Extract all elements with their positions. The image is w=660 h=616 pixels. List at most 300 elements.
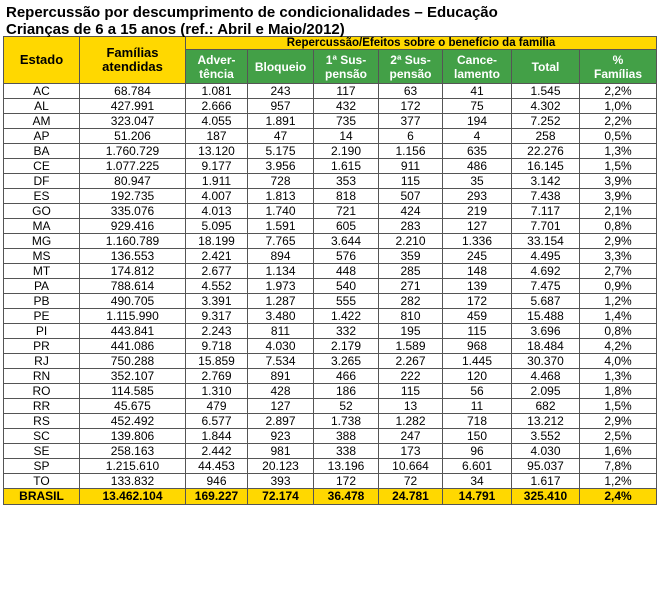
value-cell: 3,9% (580, 174, 657, 189)
value-cell: 1.760.729 (80, 144, 186, 159)
header-estado: Estado (4, 37, 80, 84)
value-cell: 2,2% (580, 114, 657, 129)
value-cell: 486 (443, 159, 512, 174)
value-cell: 4.495 (512, 249, 580, 264)
value-cell: 117 (314, 84, 379, 99)
value-cell: 2.267 (379, 354, 443, 369)
value-cell: 127 (443, 219, 512, 234)
state-cell: RO (4, 384, 80, 399)
value-cell: 393 (248, 474, 314, 489)
table-row (4, 189, 657, 204)
value-cell: 1.115.990 (80, 309, 186, 324)
value-cell: 682 (512, 399, 580, 414)
value-cell: 45.675 (80, 399, 186, 414)
state-cell: CE (4, 159, 80, 174)
state-cell: PB (4, 294, 80, 309)
value-cell: 1.077.225 (80, 159, 186, 174)
table-row (4, 144, 657, 159)
value-cell: 2.666 (186, 99, 248, 114)
value-cell: 335.076 (80, 204, 186, 219)
value-cell: 576 (314, 249, 379, 264)
value-cell: 7.438 (512, 189, 580, 204)
header-bloqueio: Bloqueio (248, 50, 314, 84)
value-cell: 448 (314, 264, 379, 279)
value-cell: 1.615 (314, 159, 379, 174)
state-cell: PI (4, 324, 80, 339)
value-cell: 891 (248, 369, 314, 384)
header-pct (580, 50, 657, 84)
value-cell: 490.705 (80, 294, 186, 309)
value-cell: 186 (314, 384, 379, 399)
value-cell: 718 (443, 414, 512, 429)
header-susp2-line1: 2ª Sus- (390, 52, 431, 67)
value-cell: 247 (379, 429, 443, 444)
value-cell: 219 (443, 204, 512, 219)
state-cell: MA (4, 219, 80, 234)
value-cell: 957 (248, 99, 314, 114)
value-cell: 1,6% (580, 444, 657, 459)
value-cell: 1.287 (248, 294, 314, 309)
state-cell: MT (4, 264, 80, 279)
value-cell: 2.442 (186, 444, 248, 459)
value-cell: 4.468 (512, 369, 580, 384)
table-row (4, 219, 657, 234)
value-cell: 4 (443, 129, 512, 144)
value-cell: 7.534 (248, 354, 314, 369)
value-cell: 4.030 (512, 444, 580, 459)
state-cell: DF (4, 174, 80, 189)
value-cell: 1.445 (443, 354, 512, 369)
data-table (3, 36, 657, 505)
header-familias-line1: Famílias (106, 45, 159, 60)
header-advertencia-line1: Adver- (197, 52, 236, 67)
value-cell: 2.095 (512, 384, 580, 399)
value-cell: 243 (248, 84, 314, 99)
value-cell: 13.196 (314, 459, 379, 474)
value-cell: 911 (379, 159, 443, 174)
header-susp2 (379, 50, 443, 84)
total-cell: BRASIL (4, 489, 80, 505)
value-cell: 115 (443, 324, 512, 339)
value-cell: 75 (443, 99, 512, 114)
value-cell: 0,5% (580, 129, 657, 144)
table-row (4, 234, 657, 249)
total-cell: 169.227 (186, 489, 248, 505)
state-cell: RS (4, 414, 80, 429)
value-cell: 4.013 (186, 204, 248, 219)
value-cell: 33.154 (512, 234, 580, 249)
header-susp1-line1: 1ª Sus- (325, 52, 367, 67)
value-cell: 507 (379, 189, 443, 204)
table-row (4, 399, 657, 414)
value-cell: 3.644 (314, 234, 379, 249)
table-row (4, 99, 657, 114)
value-cell: 7.252 (512, 114, 580, 129)
value-cell: 2,9% (580, 414, 657, 429)
value-cell: 332 (314, 324, 379, 339)
value-cell: 750.288 (80, 354, 186, 369)
value-cell: 359 (379, 249, 443, 264)
value-cell: 127 (248, 399, 314, 414)
value-cell: 4.055 (186, 114, 248, 129)
table-row (4, 174, 657, 189)
value-cell: 14 (314, 129, 379, 144)
value-cell: 3.956 (248, 159, 314, 174)
value-cell: 7.475 (512, 279, 580, 294)
value-cell: 4,0% (580, 354, 657, 369)
value-cell: 4.302 (512, 99, 580, 114)
value-cell: 35 (443, 174, 512, 189)
value-cell: 1.545 (512, 84, 580, 99)
value-cell: 1.973 (248, 279, 314, 294)
table-row (4, 474, 657, 489)
value-cell: 1,3% (580, 369, 657, 384)
value-cell: 293 (443, 189, 512, 204)
value-cell: 1.310 (186, 384, 248, 399)
value-cell: 338 (314, 444, 379, 459)
value-cell: 1.422 (314, 309, 379, 324)
table-row (4, 414, 657, 429)
value-cell: 7.117 (512, 204, 580, 219)
value-cell: 1.282 (379, 414, 443, 429)
value-cell: 258 (512, 129, 580, 144)
value-cell: 5.095 (186, 219, 248, 234)
value-cell: 1.215.610 (80, 459, 186, 474)
table-row (4, 294, 657, 309)
value-cell: 34 (443, 474, 512, 489)
value-cell: 5.687 (512, 294, 580, 309)
table-row (4, 429, 657, 444)
total-cell: 13.462.104 (80, 489, 186, 505)
table-row (4, 444, 657, 459)
value-cell: 479 (186, 399, 248, 414)
state-cell: MG (4, 234, 80, 249)
value-cell: 72 (379, 474, 443, 489)
value-cell: 441.086 (80, 339, 186, 354)
table-row (4, 459, 657, 474)
value-cell: 540 (314, 279, 379, 294)
value-cell: 4,2% (580, 339, 657, 354)
table-row (4, 279, 657, 294)
value-cell: 1.160.789 (80, 234, 186, 249)
header-familias-line2: atendidas (102, 59, 163, 74)
value-cell: 95.037 (512, 459, 580, 474)
state-cell: ES (4, 189, 80, 204)
header-cancelamento-line2: lamento (453, 66, 500, 81)
table-row (4, 384, 657, 399)
value-cell: 15.488 (512, 309, 580, 324)
header-familias (80, 37, 186, 84)
value-cell: 1.813 (248, 189, 314, 204)
state-cell: PE (4, 309, 80, 324)
value-cell: 2.243 (186, 324, 248, 339)
value-cell: 9.317 (186, 309, 248, 324)
value-cell: 10.664 (379, 459, 443, 474)
table-row (4, 354, 657, 369)
value-cell: 818 (314, 189, 379, 204)
value-cell: 47 (248, 129, 314, 144)
value-cell: 428 (248, 384, 314, 399)
value-cell: 52 (314, 399, 379, 414)
value-cell: 810 (379, 309, 443, 324)
value-cell: 981 (248, 444, 314, 459)
table-row (4, 84, 657, 99)
value-cell: 466 (314, 369, 379, 384)
value-cell: 0,8% (580, 219, 657, 234)
value-cell: 245 (443, 249, 512, 264)
value-cell: 353 (314, 174, 379, 189)
value-cell: 1.740 (248, 204, 314, 219)
value-cell: 150 (443, 429, 512, 444)
value-cell: 187 (186, 129, 248, 144)
value-cell: 258.163 (80, 444, 186, 459)
value-cell: 2.210 (379, 234, 443, 249)
value-cell: 605 (314, 219, 379, 234)
header-susp2-line2: pensão (389, 66, 432, 81)
value-cell: 148 (443, 264, 512, 279)
value-cell: 923 (248, 429, 314, 444)
table-row (4, 264, 657, 279)
state-cell: AP (4, 129, 80, 144)
value-cell: 443.841 (80, 324, 186, 339)
title-line-2: Crianças de 6 a 15 anos (ref.: Abril e Maio/2012) (6, 21, 345, 38)
value-cell: 0,8% (580, 324, 657, 339)
state-cell: SE (4, 444, 80, 459)
value-cell: 115 (379, 384, 443, 399)
value-cell: 4.692 (512, 264, 580, 279)
value-cell: 9.177 (186, 159, 248, 174)
table-row (4, 369, 657, 384)
state-cell: PR (4, 339, 80, 354)
value-cell: 7.765 (248, 234, 314, 249)
table-row (4, 324, 657, 339)
value-cell: 7.701 (512, 219, 580, 234)
value-cell: 173 (379, 444, 443, 459)
value-cell: 2,5% (580, 429, 657, 444)
value-cell: 1,0% (580, 99, 657, 114)
value-cell: 452.492 (80, 414, 186, 429)
value-cell: 44.453 (186, 459, 248, 474)
value-cell: 6.601 (443, 459, 512, 474)
value-cell: 174.812 (80, 264, 186, 279)
value-cell: 2.677 (186, 264, 248, 279)
header-pct-line2: Famílias (594, 66, 643, 81)
value-cell: 13.212 (512, 414, 580, 429)
value-cell: 352.107 (80, 369, 186, 384)
value-cell: 2,9% (580, 234, 657, 249)
value-cell: 16.145 (512, 159, 580, 174)
value-cell: 2.421 (186, 249, 248, 264)
value-cell: 120 (443, 369, 512, 384)
header-advertencia-line2: tência (199, 66, 234, 81)
value-cell: 811 (248, 324, 314, 339)
value-cell: 80.947 (80, 174, 186, 189)
title-block (0, 0, 660, 36)
value-cell: 1.336 (443, 234, 512, 249)
value-cell: 788.614 (80, 279, 186, 294)
value-cell: 7,8% (580, 459, 657, 474)
value-cell: 283 (379, 219, 443, 234)
header-susp1 (314, 50, 379, 84)
value-cell: 115 (379, 174, 443, 189)
total-cell: 72.174 (248, 489, 314, 505)
value-cell: 946 (186, 474, 248, 489)
value-cell: 139 (443, 279, 512, 294)
value-cell: 195 (379, 324, 443, 339)
value-cell: 721 (314, 204, 379, 219)
value-cell: 6.577 (186, 414, 248, 429)
value-cell: 5.175 (248, 144, 314, 159)
table-row (4, 249, 657, 264)
value-cell: 4.030 (248, 339, 314, 354)
value-cell: 136.553 (80, 249, 186, 264)
header-susp1-line2: pensão (324, 66, 367, 81)
total-cell: 325.410 (512, 489, 580, 505)
value-cell: 2.179 (314, 339, 379, 354)
value-cell: 2.897 (248, 414, 314, 429)
state-cell: BA (4, 144, 80, 159)
state-cell: SP (4, 459, 80, 474)
state-cell: AM (4, 114, 80, 129)
table-row (4, 159, 657, 174)
value-cell: 222 (379, 369, 443, 384)
value-cell: 929.416 (80, 219, 186, 234)
value-cell: 894 (248, 249, 314, 264)
value-cell: 15.859 (186, 354, 248, 369)
value-cell: 4.007 (186, 189, 248, 204)
header-pct-line1: % (612, 52, 624, 67)
value-cell: 172 (379, 99, 443, 114)
value-cell: 3.552 (512, 429, 580, 444)
value-cell: 1.134 (248, 264, 314, 279)
value-cell: 271 (379, 279, 443, 294)
state-cell: RJ (4, 354, 80, 369)
value-cell: 51.206 (80, 129, 186, 144)
value-cell: 56 (443, 384, 512, 399)
value-cell: 96 (443, 444, 512, 459)
value-cell: 1.738 (314, 414, 379, 429)
value-cell: 194 (443, 114, 512, 129)
state-cell: TO (4, 474, 80, 489)
table-row (4, 339, 657, 354)
table-row (4, 129, 657, 144)
value-cell: 3.480 (248, 309, 314, 324)
value-cell: 1,8% (580, 384, 657, 399)
value-cell: 427.991 (80, 99, 186, 114)
value-cell: 133.832 (80, 474, 186, 489)
value-cell: 18.199 (186, 234, 248, 249)
value-cell: 68.784 (80, 84, 186, 99)
state-cell: RR (4, 399, 80, 414)
header-advertencia (186, 50, 248, 84)
state-cell: AL (4, 99, 80, 114)
value-cell: 139.806 (80, 429, 186, 444)
header-group: Repercussão/Efeitos sobre o benefício da família (186, 37, 657, 50)
total-cell: 2,4% (580, 489, 657, 505)
value-cell: 3,9% (580, 189, 657, 204)
value-cell: 555 (314, 294, 379, 309)
value-cell: 968 (443, 339, 512, 354)
value-cell: 4.552 (186, 279, 248, 294)
value-cell: 3,3% (580, 249, 657, 264)
value-cell: 20.123 (248, 459, 314, 474)
value-cell: 2,2% (580, 84, 657, 99)
table-row (4, 114, 657, 129)
header-cancelamento-line1: Cance- (456, 52, 497, 67)
value-cell: 459 (443, 309, 512, 324)
value-cell: 635 (443, 144, 512, 159)
state-cell: MS (4, 249, 80, 264)
title-line-1: Repercussão por descumprimento de condicionalidades – Educação (6, 4, 498, 21)
state-cell: RN (4, 369, 80, 384)
header-total: Total (512, 50, 580, 84)
state-cell: GO (4, 204, 80, 219)
value-cell: 3.391 (186, 294, 248, 309)
value-cell: 1,2% (580, 294, 657, 309)
value-cell: 2,1% (580, 204, 657, 219)
value-cell: 2.190 (314, 144, 379, 159)
value-cell: 424 (379, 204, 443, 219)
header-cancelamento (443, 50, 512, 84)
value-cell: 172 (314, 474, 379, 489)
state-cell: AC (4, 84, 80, 99)
table-row (4, 204, 657, 219)
value-cell: 2,7% (580, 264, 657, 279)
value-cell: 1.911 (186, 174, 248, 189)
value-cell: 9.718 (186, 339, 248, 354)
value-cell: 1.591 (248, 219, 314, 234)
value-cell: 22.276 (512, 144, 580, 159)
value-cell: 282 (379, 294, 443, 309)
value-cell: 1.156 (379, 144, 443, 159)
value-cell: 41 (443, 84, 512, 99)
value-cell: 1.617 (512, 474, 580, 489)
value-cell: 13.120 (186, 144, 248, 159)
value-cell: 172 (443, 294, 512, 309)
value-cell: 1.081 (186, 84, 248, 99)
table-row (4, 309, 657, 324)
value-cell: 1,5% (580, 159, 657, 174)
value-cell: 285 (379, 264, 443, 279)
state-cell: SC (4, 429, 80, 444)
value-cell: 1.891 (248, 114, 314, 129)
value-cell: 432 (314, 99, 379, 114)
value-cell: 3.265 (314, 354, 379, 369)
value-cell: 1,2% (580, 474, 657, 489)
value-cell: 30.370 (512, 354, 580, 369)
value-cell: 1,4% (580, 309, 657, 324)
value-cell: 388 (314, 429, 379, 444)
value-cell: 63 (379, 84, 443, 99)
value-cell: 1,5% (580, 399, 657, 414)
total-cell: 24.781 (379, 489, 443, 505)
value-cell: 13 (379, 399, 443, 414)
state-cell: PA (4, 279, 80, 294)
value-cell: 1.844 (186, 429, 248, 444)
total-cell: 14.791 (443, 489, 512, 505)
value-cell: 323.047 (80, 114, 186, 129)
value-cell: 735 (314, 114, 379, 129)
total-row (4, 489, 657, 505)
value-cell: 192.735 (80, 189, 186, 204)
value-cell: 114.585 (80, 384, 186, 399)
total-cell: 36.478 (314, 489, 379, 505)
value-cell: 1.589 (379, 339, 443, 354)
value-cell: 0,9% (580, 279, 657, 294)
value-cell: 2.769 (186, 369, 248, 384)
table-body (4, 84, 657, 489)
value-cell: 377 (379, 114, 443, 129)
